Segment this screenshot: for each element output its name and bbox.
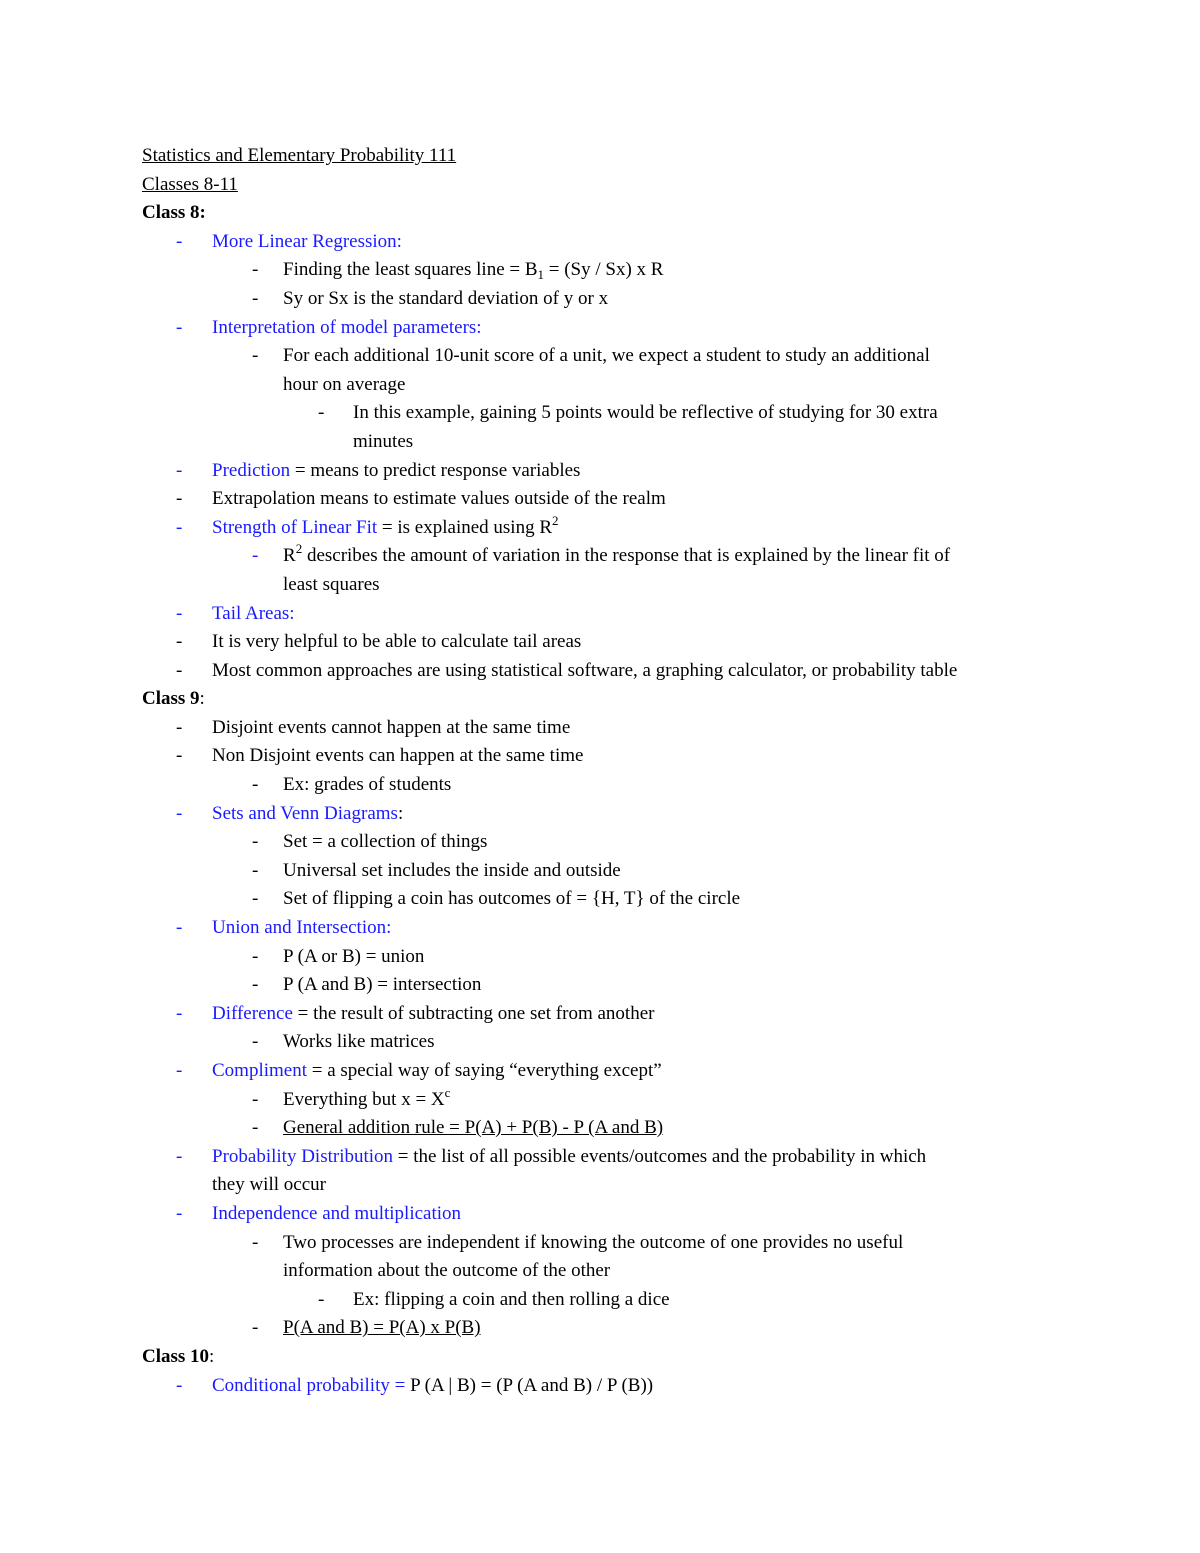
bullet-matrices: - Works like matrices (142, 1028, 1142, 1057)
topic-union-intersection: Union and Intersection: (212, 917, 392, 939)
bullet-each-additional-cont: hour on average (283, 373, 406, 395)
bullet-dash: - (176, 659, 183, 681)
class9-heading: Class 9 (142, 688, 200, 710)
bullet-dash: - (176, 716, 183, 738)
bullet-std-dev: - Sy or Sx is the standard deviation of y or x (142, 285, 1142, 314)
bullet-tail-areas (142, 600, 1142, 629)
bullet-dash: - (252, 259, 259, 281)
bullet-interpretation (142, 314, 1142, 343)
bullet-independence (142, 1200, 1142, 1229)
bullet-set-def: - Set = a collection of things (142, 828, 1142, 857)
topic-interpretation: Interpretation of model parameters: (212, 316, 482, 338)
bullet-example-cont: minutes (353, 430, 414, 452)
document-subtitle-line (142, 171, 1142, 200)
bullet-dash: - (176, 1002, 183, 1024)
bullet-dash: - (252, 1088, 259, 1110)
bullet-dash: - (176, 1060, 183, 1081)
bullet-dash: - (252, 831, 259, 853)
bullet-dash: - (176, 631, 183, 653)
bullet-dash: - (252, 287, 259, 309)
document-title-line (142, 142, 1142, 171)
bullet-prediction: - Prediction = means to predict response variables (142, 457, 1142, 486)
bullet-linear-regression (142, 228, 1142, 257)
topic-conditional: Conditional probability = (212, 1374, 411, 1396)
bullet-strength: - Strength of Linear Fit = is explained using $R^2$ (142, 514, 1142, 543)
class10-heading-line: Class 10: (142, 1345, 215, 1367)
topic-difference: Difference (212, 1002, 293, 1024)
bullet-dash: - (252, 888, 259, 910)
addition-rule: General addition rule = P(A) + P(B) - P (A and B) (283, 1117, 664, 1139)
bullet-tail-approaches: - Most common approaches are using statistical software, a graphing calculator, or probability table (142, 657, 1142, 686)
bullet-dash: - (176, 917, 183, 939)
topic-strength: Strength of Linear Fit (212, 516, 378, 538)
topic-independence: Independence and multiplication (212, 1202, 462, 1224)
document-page (142, 142, 1142, 1400)
bullet-universal: - Universal set includes the inside and outside (142, 857, 1142, 886)
bullet-independent-def: - Two processes are independent if knowing the outcome of one provides no useful (142, 1229, 1142, 1258)
bullet-example: - In this example, gaining 5 points would be reflective of studying for 30 extra (142, 399, 1142, 428)
bullet-dash: - (176, 1202, 183, 1224)
bullet-dash: - (176, 602, 183, 624)
bullet-each-additional: - For each additional 10-unit score of a unit, we expect a student to study an additional (142, 342, 1142, 371)
bullet-dash: - (176, 230, 183, 252)
bullet-independent-def-cont: information about the outcome of the other (283, 1260, 611, 1282)
bullet-r-squared-cont: least squares (283, 573, 380, 595)
bullet-non-disjoint-ex: - Ex: grades of students (142, 771, 1142, 800)
bullet-dash: - (252, 345, 259, 367)
topic-compliment: Compliment (212, 1060, 307, 1081)
bullet-distribution: - Probability Distribution = the list of all possible events/outcomes and the probability in which (142, 1143, 1142, 1172)
bullet-dash: - (176, 1145, 183, 1167)
bullet-dash: - (176, 316, 183, 338)
topic-linear-regression: More Linear Regression: (212, 230, 402, 252)
bullet-independence-ex: - Ex: flipping a coin and then rolling a dice (142, 1286, 1142, 1315)
bullet-r-squared: - $R^2$ describes the amount of variation in the response that is explained by the linear fit of (142, 542, 1142, 571)
bullet-sets-venn: - Sets and Venn Diagrams: (142, 800, 1142, 829)
class9-heading-line: Class 9: (142, 688, 205, 710)
bullet-extrapolation: - Extrapolation means to estimate values outside of the realm (142, 485, 1142, 514)
bullet-multiplication-rule (142, 1314, 1142, 1343)
class8-heading-line: Class 8: (142, 202, 206, 224)
bullet-dash: - (252, 1317, 259, 1339)
bullet-dash: - (252, 774, 259, 796)
bullet-dash: - (176, 516, 183, 538)
bullet-addition-rule (142, 1114, 1142, 1143)
bullet-dash: - (252, 1117, 259, 1139)
bullet-dash: - (252, 1031, 259, 1053)
bullet-disjoint: - Disjoint events cannot happen at the same time (142, 714, 1142, 743)
bullet-non-disjoint: - Non Disjoint events can happen at the same time (142, 742, 1142, 771)
bullet-dash: - (252, 1231, 259, 1253)
document-title: Statistics and Elementary Probability 111 (142, 145, 457, 166)
bullet-dash: - (252, 545, 259, 567)
document-subtitle: Classes 8-11 (142, 173, 238, 195)
bullet-tail-helpful: - It is very helpful to be able to calculate tail areas (142, 628, 1142, 657)
multiplication-rule: P(A and B) = P(A) x P(B) (283, 1317, 481, 1339)
bullet-dash: - (318, 1288, 325, 1310)
bullet-distribution-cont: they will occur (212, 1174, 326, 1196)
topic-sets-venn: Sets and Venn Diagrams (212, 802, 398, 824)
bullet-dash: - (318, 402, 325, 424)
bullet-compliment: - Compliment = a special way of saying “everything except” (142, 1057, 1142, 1086)
bullet-dash: - (176, 488, 183, 510)
class10-heading: Class 10 (142, 1345, 210, 1367)
bullet-everything-but: - Everything but $x = X^c$ (142, 1086, 1142, 1115)
bullet-intersection: - P (A and B) = intersection (142, 971, 1142, 1000)
topic-distribution: Probability Distribution (212, 1145, 394, 1167)
topic-tail-areas: Tail Areas: (212, 602, 295, 624)
bullet-dash: - (176, 459, 183, 481)
bullet-conditional: - Conditional probability = P (A | B) = (P (A and B) / P (B)) (142, 1372, 1142, 1401)
bullet-dash: - (252, 859, 259, 881)
bullet-dash: - (176, 1374, 183, 1396)
bullet-union: - P (A or B) = union (142, 943, 1142, 972)
topic-prediction: Prediction (212, 459, 291, 481)
bullet-union-intersection (142, 914, 1142, 943)
bullet-dash: - (252, 974, 259, 996)
bullet-dash: - (176, 802, 183, 824)
bullet-dash: - (176, 745, 183, 767)
bullet-dash: - (252, 945, 259, 967)
class8-heading: Class 8 (142, 202, 200, 224)
bullet-coin-set: - Set of flipping a coin has outcomes of = {H, T} of the circle (142, 885, 1142, 914)
bullet-difference: - Difference = the result of subtracting one set from another (142, 1000, 1142, 1029)
bullet-least-squares: - Finding the least squares line = $B_1 = (Sy / Sx)$ x R (142, 256, 1142, 285)
